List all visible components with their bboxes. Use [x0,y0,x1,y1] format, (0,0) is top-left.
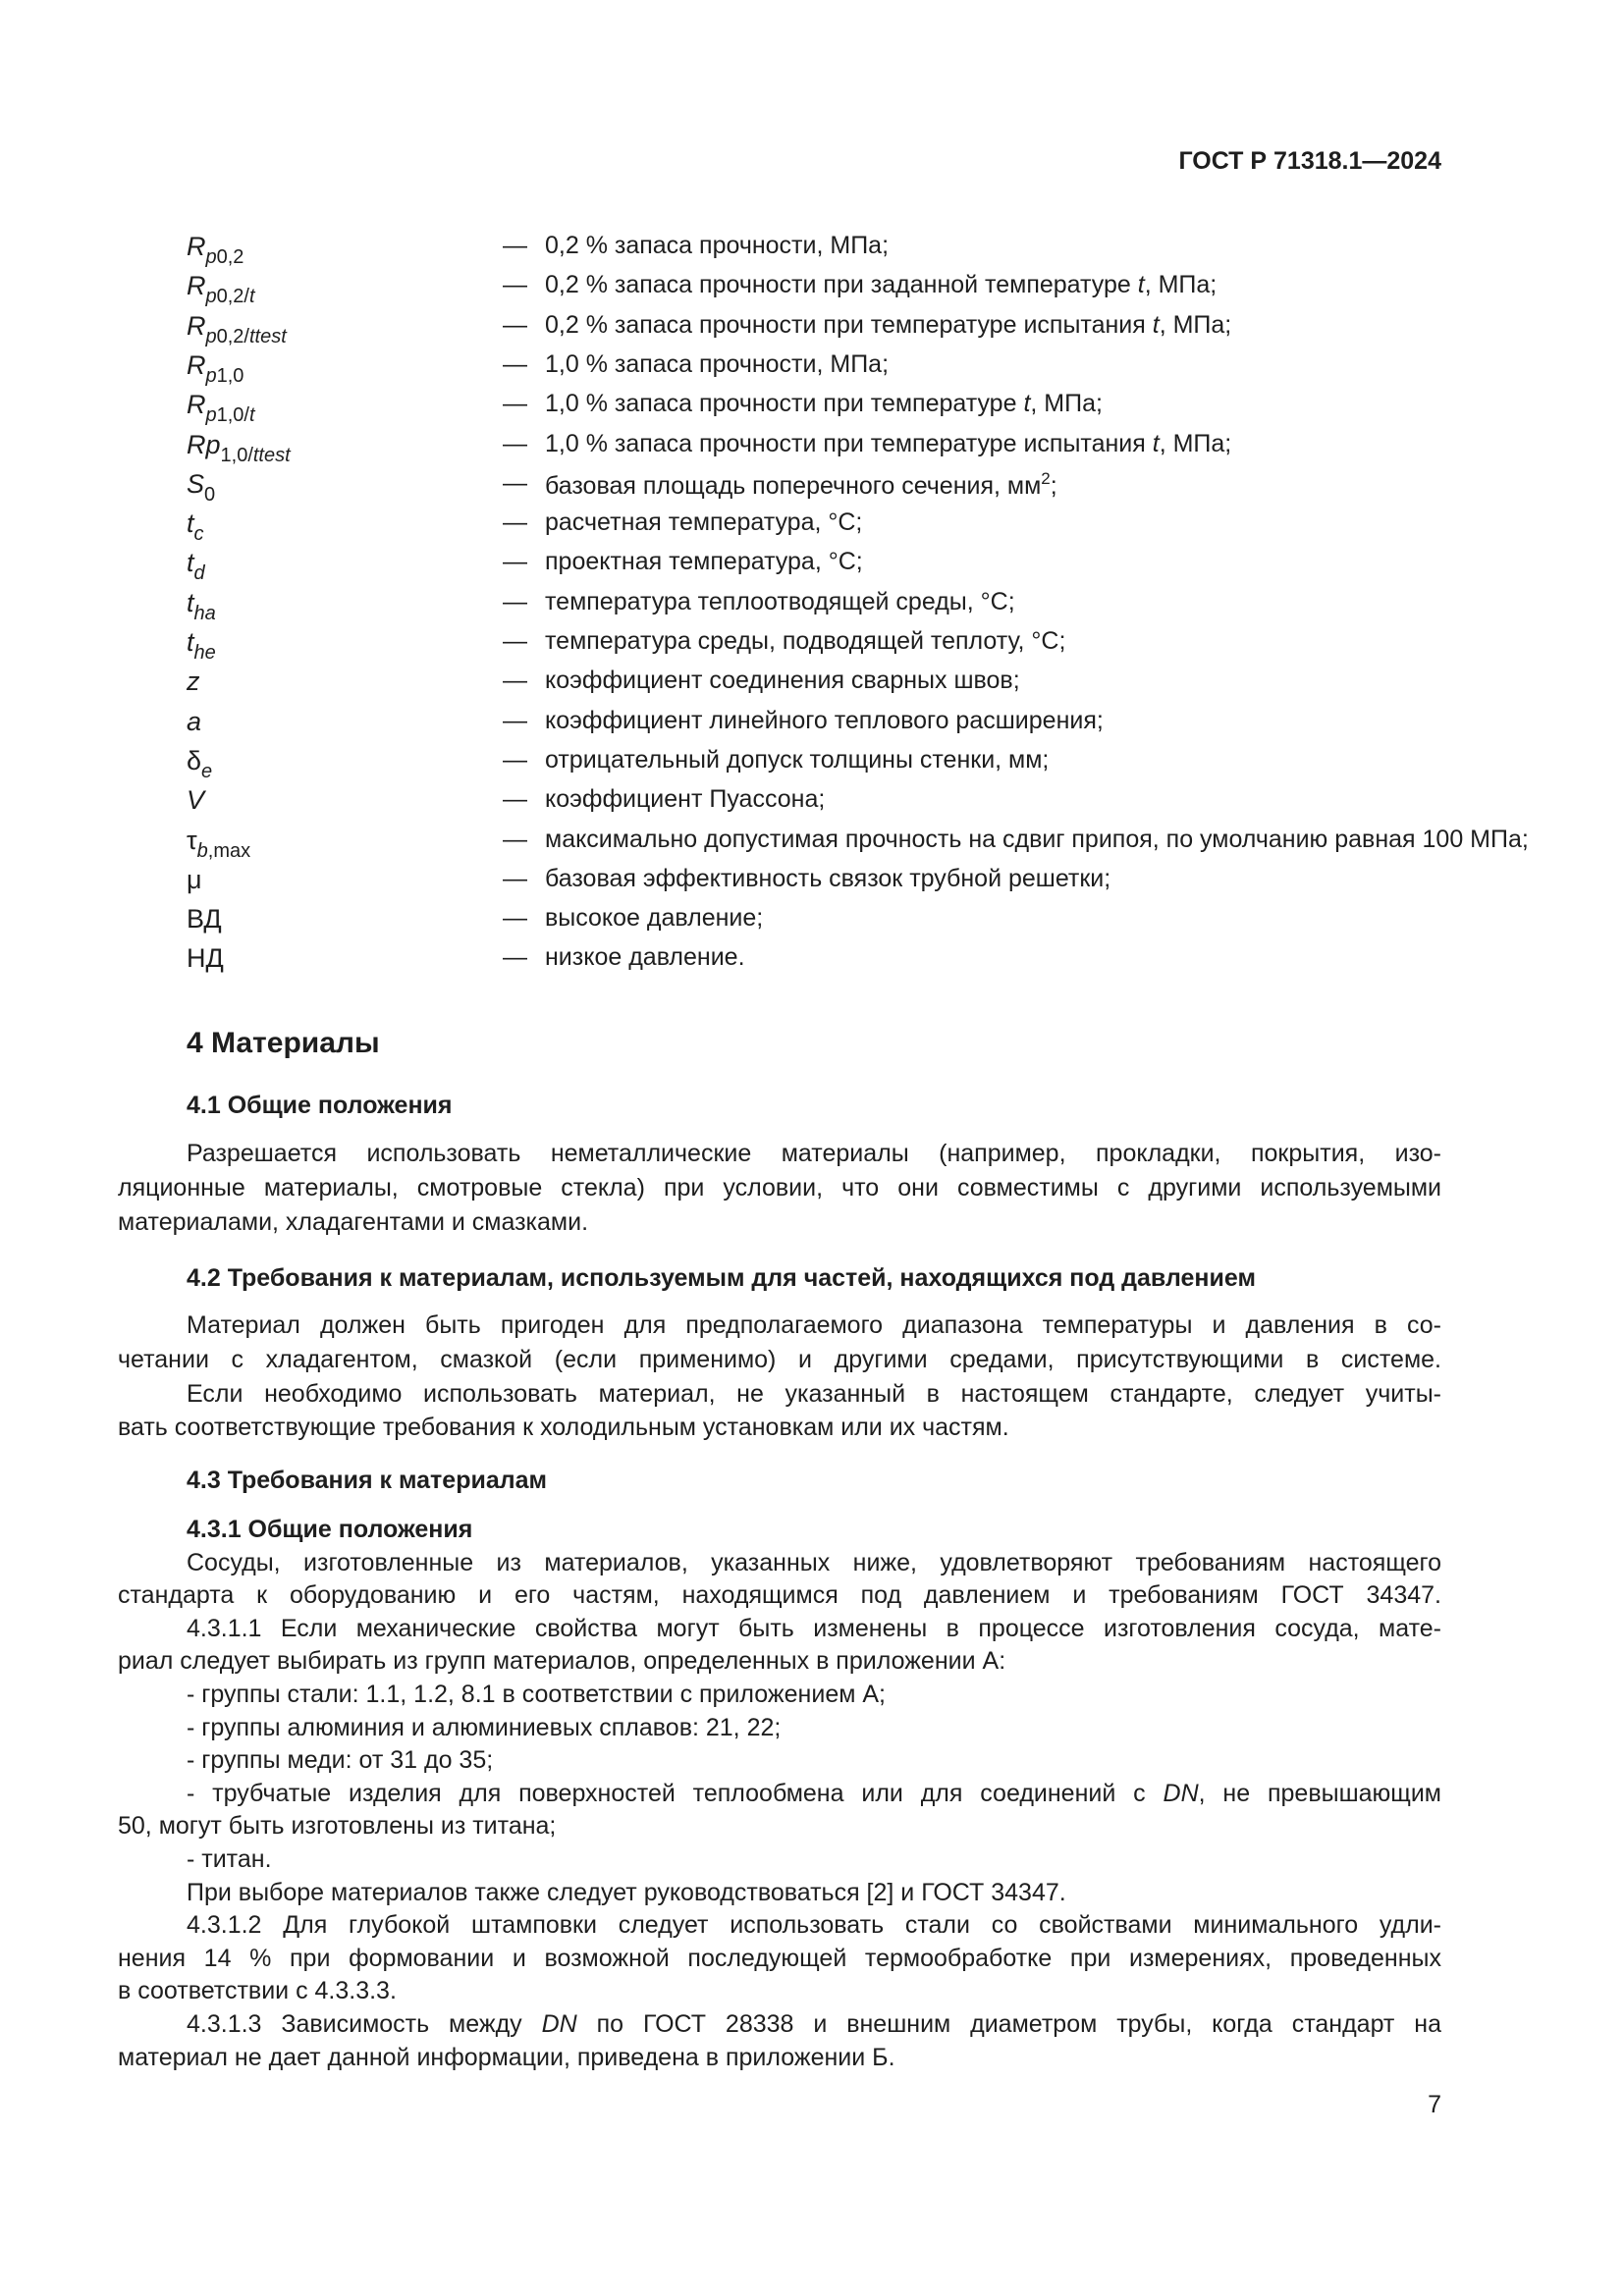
symbol-definition-row [187,865,1453,904]
text-run: d [193,562,205,585]
symbol-definition-row [187,390,1453,429]
text-run: отрицательный допуск толщины стенки, мм; [545,745,1050,774]
text-run: четании с хладагентом, смазкой (если применимо) и другими средами, присутствующими в системе. [118,1345,1441,1373]
text-run: p [205,364,217,387]
text-run: 1,0 % запаса прочности, МПа; [545,349,890,378]
text-run: коэффициент соединения сварных швов; [545,667,1020,695]
text-run: НД [187,943,224,974]
dash-separator: — [503,271,527,299]
text-line [118,1581,1441,1615]
text-run: p [205,404,217,427]
symbol [187,943,224,974]
text-run: ttest [248,325,287,347]
symbol [187,865,202,895]
symbol [187,904,222,934]
text-run: - группы стали: 1.1, 1.2, 8.1 в соответствии с приложением А; [187,1681,886,1708]
symbol-description [545,785,825,814]
text-run: V [187,785,205,816]
text-run: 4.3.1.2 Для глубокой штамповки следует использовать стали со свойствами минимального удли- [187,1911,1441,1940]
text-line [187,1615,1441,1648]
text-run: максимально допустимая прочность на сдвиг припоя, по умолчанию равная 100 МПа; [545,825,1529,853]
text-line [118,1812,1441,1841]
symbol-description [545,707,1104,735]
symbol-description [545,667,1020,695]
symbol-subscript [221,445,291,466]
text-run: 0,2/ [216,325,249,347]
text-line [187,1380,1441,1414]
text-run: b [196,839,208,862]
symbol-definition-row [187,311,1453,350]
text-line [187,1911,1441,1945]
text-run: δ [187,745,202,775]
text-run: 50, могут быть изготовлены из титана; [118,1812,557,1841]
text-run: t [1152,429,1160,457]
text-run: t [1023,390,1031,418]
symbol-definition-row [187,508,1453,548]
text-run: Если необходимо использовать материал, не указанный в настоящем стандарте, следует учиты- [187,1379,1441,1408]
text-run: z [187,667,200,697]
text-run: Сосуды, изготовленные из материалов, указанных ниже, удовлетворяют требованиям настоящего [187,1548,1441,1576]
symbol-definition-row [187,707,1453,746]
text-line [118,1945,1441,1978]
text-run: ляционные материалы, смотровые стекла) при условии, что они совместимы с другими используемыми [118,1173,1441,1201]
text-run: he [193,642,216,664]
symbol-description [545,469,1057,501]
text-run: 1,0 % запаса прочности при температуре испытания [545,429,1153,457]
text-run: - трубчатые изделия для поверхностей теплообмена или для соединений с [187,1779,1164,1807]
symbol-subscript [206,404,255,426]
text-run: расчетная температура, °C; [545,508,863,537]
dash-separator: — [503,943,527,972]
symbol-description [545,865,1110,893]
text-run: ; [1050,471,1057,500]
symbol-subscript [194,642,216,664]
text-run: коэффициент линейного теплового расширения; [545,706,1104,734]
symbol-definition-row [187,469,1453,508]
text-run: 0 [204,483,216,506]
symbol-definition-row [187,350,1453,390]
text-run: ttest [252,444,291,466]
symbol [187,390,255,427]
text-run: , МПа; [1144,271,1218,299]
text-line [118,1174,1441,1207]
text-line [187,1549,1441,1582]
text-run: t [1137,271,1145,299]
dash-separator: — [503,548,527,576]
text-line [187,1714,1441,1742]
dash-separator: — [503,468,527,497]
text-run: e [201,760,213,782]
text-run: S [187,468,205,499]
page-number: 7 [1428,2091,1441,2118]
symbol-definition-row [187,943,1453,983]
symbol [187,667,200,697]
section-4-heading: 4 Материалы [187,1027,380,1059]
text-line [118,1414,1441,1442]
text-run: R [187,390,206,420]
text-run: p [205,325,217,347]
text-run: базовая эффективность связок трубной решетки; [545,864,1111,892]
text-run: температура теплоотводящей среды, °C; [545,587,1015,615]
symbol-definition-row [187,746,1453,785]
text-run: DN [541,2010,577,2038]
text-run: по ГОСТ 28338 и внешним диаметром трубы, когда стандарт на [576,2010,1441,2038]
text-run: 1,0/ [220,444,253,466]
text-run: низкое давление. [545,943,745,972]
text-run: При выборе материалов также следует руководствоваться [2] и ГОСТ 34347. [187,1878,1066,1906]
symbol-subscript [197,840,250,862]
dash-separator: — [503,390,527,418]
text-run: p [205,246,217,268]
text-run: t [187,508,194,539]
text-run: R [187,349,206,380]
symbol-subscript [206,246,244,268]
text-line [118,2044,1441,2072]
text-run: R [187,310,206,341]
text-run: μ [187,864,202,894]
text-run: t [1152,310,1160,339]
text-line [187,1311,1441,1345]
text-run: c [193,523,204,546]
symbol-subscript [194,562,205,584]
text-run: ha [193,602,216,624]
text-run: 0,2 % запаса прочности при заданной температуре [545,271,1138,299]
symbol [187,785,204,816]
text-run: 2 [1041,468,1051,488]
text-run: DN [1163,1779,1199,1807]
section-4-2-heading: 4.2 Требования к материалам, используемым для частей, находящихся под давлением [187,1264,1256,1292]
symbol [187,746,212,783]
symbol-definition-row [187,232,1453,271]
text-run: - титан. [187,1845,272,1873]
symbol-definition-row [187,588,1453,627]
text-run: материалами, хладагентами и смазками. [118,1207,589,1236]
text-run: R [187,232,206,261]
symbol-description [545,627,1065,656]
document-code-header: ГОСТ Р 71318.1—2024 [1178,147,1441,175]
section-4-1-heading: 4.1 Общие положения [187,1092,453,1119]
symbol-description [545,430,1231,458]
section-4-3-heading: 4.3 Требования к материалам [187,1467,548,1494]
symbol-subscript [194,603,216,624]
text-run: , МПа; [1030,390,1103,418]
symbol-definition-row [187,271,1453,310]
symbol-definition-row [187,430,1453,469]
text-line [187,1845,1441,1874]
symbol-subscript [206,326,287,347]
symbol-description [545,826,1529,854]
symbol-subscript [206,286,255,307]
dash-separator: — [503,706,527,734]
symbol-description [545,311,1231,340]
symbol [187,588,216,625]
dash-separator: — [503,785,527,814]
text-run: ,max [207,839,251,862]
text-run: температура среды, подводящей теплоту, °C; [545,627,1066,655]
symbol-subscript [194,523,204,545]
dash-separator: — [503,232,527,259]
text-run: - группы алюминия и алюминиевых сплавов: 21, 22; [187,1713,782,1741]
symbol [187,826,250,863]
text-run: 0,2 % запаса прочности при температуре испытания [545,310,1153,339]
text-run: материал не дает данной информации, приведена в приложении Б. [118,2043,895,2071]
symbol-description [545,943,745,972]
text-run: проектная температура, °C; [545,548,863,576]
symbol-description [545,271,1217,299]
symbol [187,430,291,467]
text-run: t [187,587,194,617]
text-run: , не превышающим [1198,1779,1441,1807]
symbol-description [545,904,763,933]
symbol-subscript [204,484,215,506]
symbol-description [545,548,863,576]
symbol [187,508,204,546]
text-line [187,1780,1441,1813]
text-run: t [248,286,255,308]
symbol-definition-row [187,904,1453,943]
text-run: 0,2 [216,246,244,268]
text-line [187,1516,1441,1544]
text-line [118,1208,1441,1237]
text-run: p [205,286,217,308]
text-run: t [187,627,194,657]
text-run: ВД [187,904,222,934]
text-run: 0,2/ [216,286,249,308]
text-run: Разрешается использовать неметаллические материалы (например, прокладки, покрытия, изо- [187,1140,1441,1167]
text-line [187,2010,1441,2044]
symbol-definition-row [187,667,1453,706]
text-run: , МПа; [1159,310,1232,339]
dash-separator: — [503,864,527,892]
text-line [118,1346,1441,1379]
text-run: 1,0/ [216,404,249,427]
text-run: вать соответствующие требования к холодильным установкам или их частям. [118,1414,1009,1442]
symbol-definition-row [187,825,1529,865]
text-run: Материал должен быть пригоден для предполагаемого диапазона температуры и давления в со- [187,1311,1441,1339]
text-run: стандарта к оборудованию и его частям, находящимся под давлением и требованиям ГОСТ 34347. [118,1581,1441,1610]
dash-separator: — [503,825,527,853]
text-run: базовая площадь поперечного сечения, мм [545,471,1042,500]
dash-separator: — [503,627,527,655]
text-run: высокое давление; [545,904,764,933]
text-run: t [248,404,255,427]
text-run: 1,0 [216,364,244,387]
symbol-description [545,390,1103,418]
text-line [118,1977,1441,2005]
text-run: R [187,271,206,301]
text-run: a [187,706,202,736]
dash-separator: — [503,508,527,537]
text-line [187,1681,1441,1709]
text-run: t [187,548,194,578]
text-run: нения 14 % при формовании и возможной последующей термообработке при измерениях, проведенных [118,1944,1441,1972]
symbol [187,311,287,348]
dash-separator: — [503,310,527,339]
symbol-description [545,350,889,379]
dash-separator: — [503,904,527,933]
symbol [187,548,205,585]
text-line [187,1140,1441,1173]
text-run: 4.3.1.3 Зависимость между [187,2010,542,2038]
symbol-definition-row [187,627,1453,667]
text-run: Rp [187,429,221,459]
dash-separator: — [503,587,527,615]
text-line [187,1879,1441,1907]
text-run: , МПа; [1159,429,1232,457]
text-line [187,1746,1441,1775]
symbol [187,271,255,308]
symbol [187,707,201,737]
text-run: - группы меди: от 31 до 35; [187,1746,494,1775]
text-run: τ [187,825,197,855]
symbol [187,469,215,507]
dash-separator: — [503,429,527,457]
dash-separator: — [503,349,527,378]
symbol-subscript [206,365,244,387]
text-run: 1,0 % запаса прочности при температуре [545,390,1024,418]
symbol-description [545,232,889,260]
text-run: 4.3.1 Общие положения [187,1516,473,1543]
text-run: риал следует выбирать из групп материалов, определенных в приложении А: [118,1647,1006,1676]
symbol [187,232,244,269]
dash-separator: — [503,667,527,695]
symbol-description [545,746,1049,774]
dash-separator: — [503,745,527,774]
text-run: 4.3.1.1 Если механические свойства могут быть изменены в процессе изготовления сосуда, мате- [187,1614,1441,1642]
text-run: 0,2 % запаса прочности, МПа; [545,232,890,259]
text-run: в соответствии с 4.3.3.3. [118,1977,397,2005]
symbol-description [545,588,1015,616]
symbol [187,627,216,665]
symbol-definition-row [187,548,1453,587]
text-run: коэффициент Пуассона; [545,785,826,814]
symbol [187,350,244,388]
text-line [118,1647,1441,1676]
symbol-description [545,508,862,537]
symbol-subscript [201,761,212,782]
symbol-definition-row [187,785,1453,825]
